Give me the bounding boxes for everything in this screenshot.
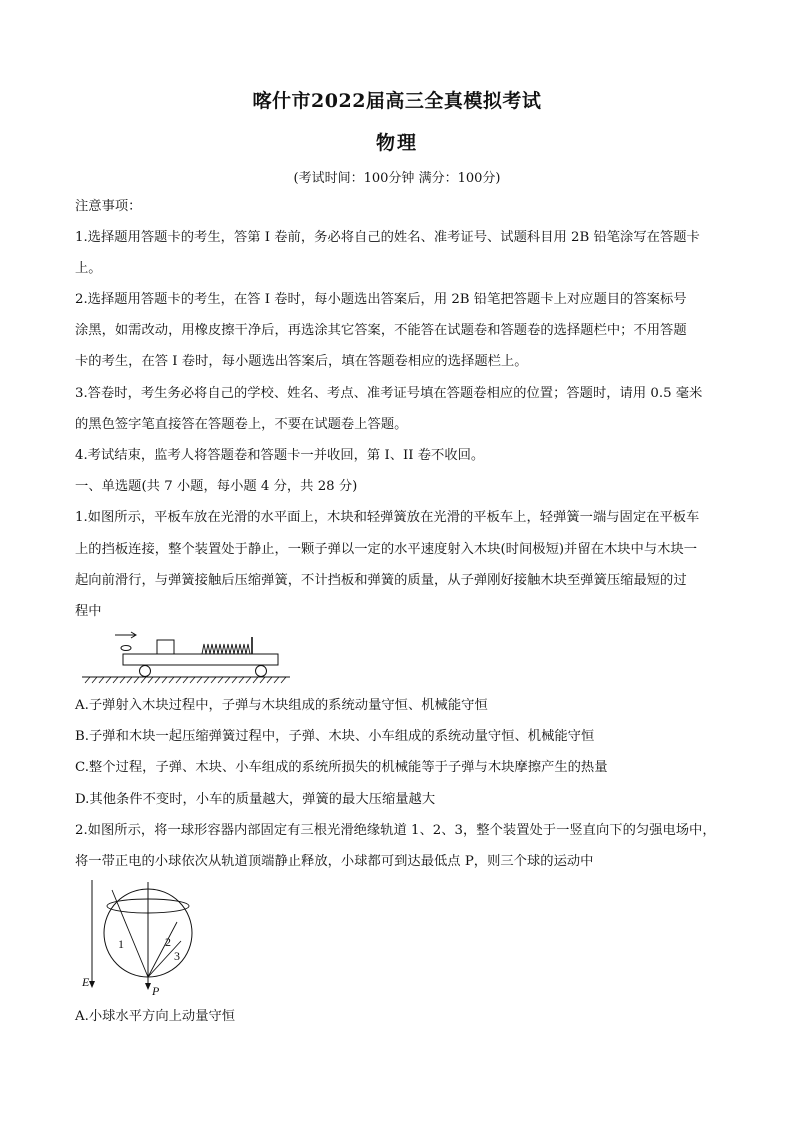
q2-option-a: A.小球水平方向上动量守恒 [75,1009,236,1024]
track-3-label: 3 [174,949,180,963]
notice-heading: 注意事项： [75,199,142,214]
notice-line: 的黑色签字笔直接答在答题卷上，不要在试题卷上答题。 [75,417,408,432]
q2-stem-line: 2.如图所示，将一球形容器内部固定有三根光滑绝缘轨道 1、2、3，整个装置处于一竖直向下的匀强电场中， [75,823,716,838]
exam-title: 喀什市2022届高三全真模拟考试 [252,90,542,112]
field-label: E [82,975,90,989]
notice-line: 1.选择题用答题卡的考生，答第 I 卷前，务必将自己的姓名、准考证号、试题科目用 2B 铅笔涂写在答题卡 [75,230,700,245]
section-heading: 一、单选题(共 7 小题，每小题 4 分，共 28 分) [75,479,358,494]
track-2-label: 2 [165,935,171,949]
q1-stem-line: 上的挡板连接，整个装置处于静止，一颗子弹以一定的水平速度射入木块(时间极短)并留在木块中与木块一 [75,542,698,557]
q1-option-b: B.子弹和木块一起压缩弹簧过程中，子弹、木块、小车组成的系统动量守恒、机械能守恒 [75,729,595,744]
notice-line: 卡的考生，在答 I 卷时，每小题选出答案后，填在答题卷相应的选择题栏上。 [75,354,528,369]
subject-title: 物理 [375,132,418,154]
notice-line: 3.答卷时，考生务必将自己的学校、姓名、考点、准考证号填在答题卷相应的位置；答题时，请用 0.5 毫米 [75,386,703,401]
q1-option-c: C.整个过程，子弹、木块、小车组成的系统所损失的机械能等于子弹与木块摩擦产生的热量 [75,760,608,775]
point-p-label: P [152,984,160,998]
exam-info: (考试时间：100分钟 满分：100分) [293,171,501,186]
q1-stem-line: 1.如图所示，平板车放在光滑的水平面上，木块和轻弹簧放在光滑的平板车上，轻弹簧一端与固定在平板车 [75,510,700,525]
q1-stem-line: 起向前滑行，与弹簧接触后压缩弹簧，不计挡板和弹簧的质量，从子弹刚好接触木块至弹簧压缩最短的过 [75,573,687,588]
q2-figure [78,878,178,1000]
notice-line: 涂黑，如需改动，用橡皮擦干净后，再选涂其它答案，不能答在试题卷和答题卷的选择题栏中；不用答题 [75,323,687,338]
q1-option-d: D.其他条件不变时，小车的质量越大，弹簧的最大压缩量越大 [75,792,436,807]
notice-line: 2.选择题用答题卡的考生，在答 I 卷时，每小题选出答案后，用 2B 铅笔把答题卡上对应题目的答案标号 [75,292,687,307]
track-1-label: 1 [118,937,124,951]
notice-line: 4.考试结束，监考人将答题卷和答题卡一并收回，第 I、II 卷不收回。 [75,448,485,463]
q2-stem-line: 将一带正电的小球依次从轨道顶端静止释放，小球都可到达最低点 P，则三个球的运动中 [75,854,594,869]
q1-figure [80,630,295,692]
notice-line: 上。 [75,261,102,276]
q1-stem-line: 程中 [75,604,102,619]
q1-option-a: A.子弹射入木块过程中，子弹与木块组成的系统动量守恒、机械能守恒 [75,698,488,713]
